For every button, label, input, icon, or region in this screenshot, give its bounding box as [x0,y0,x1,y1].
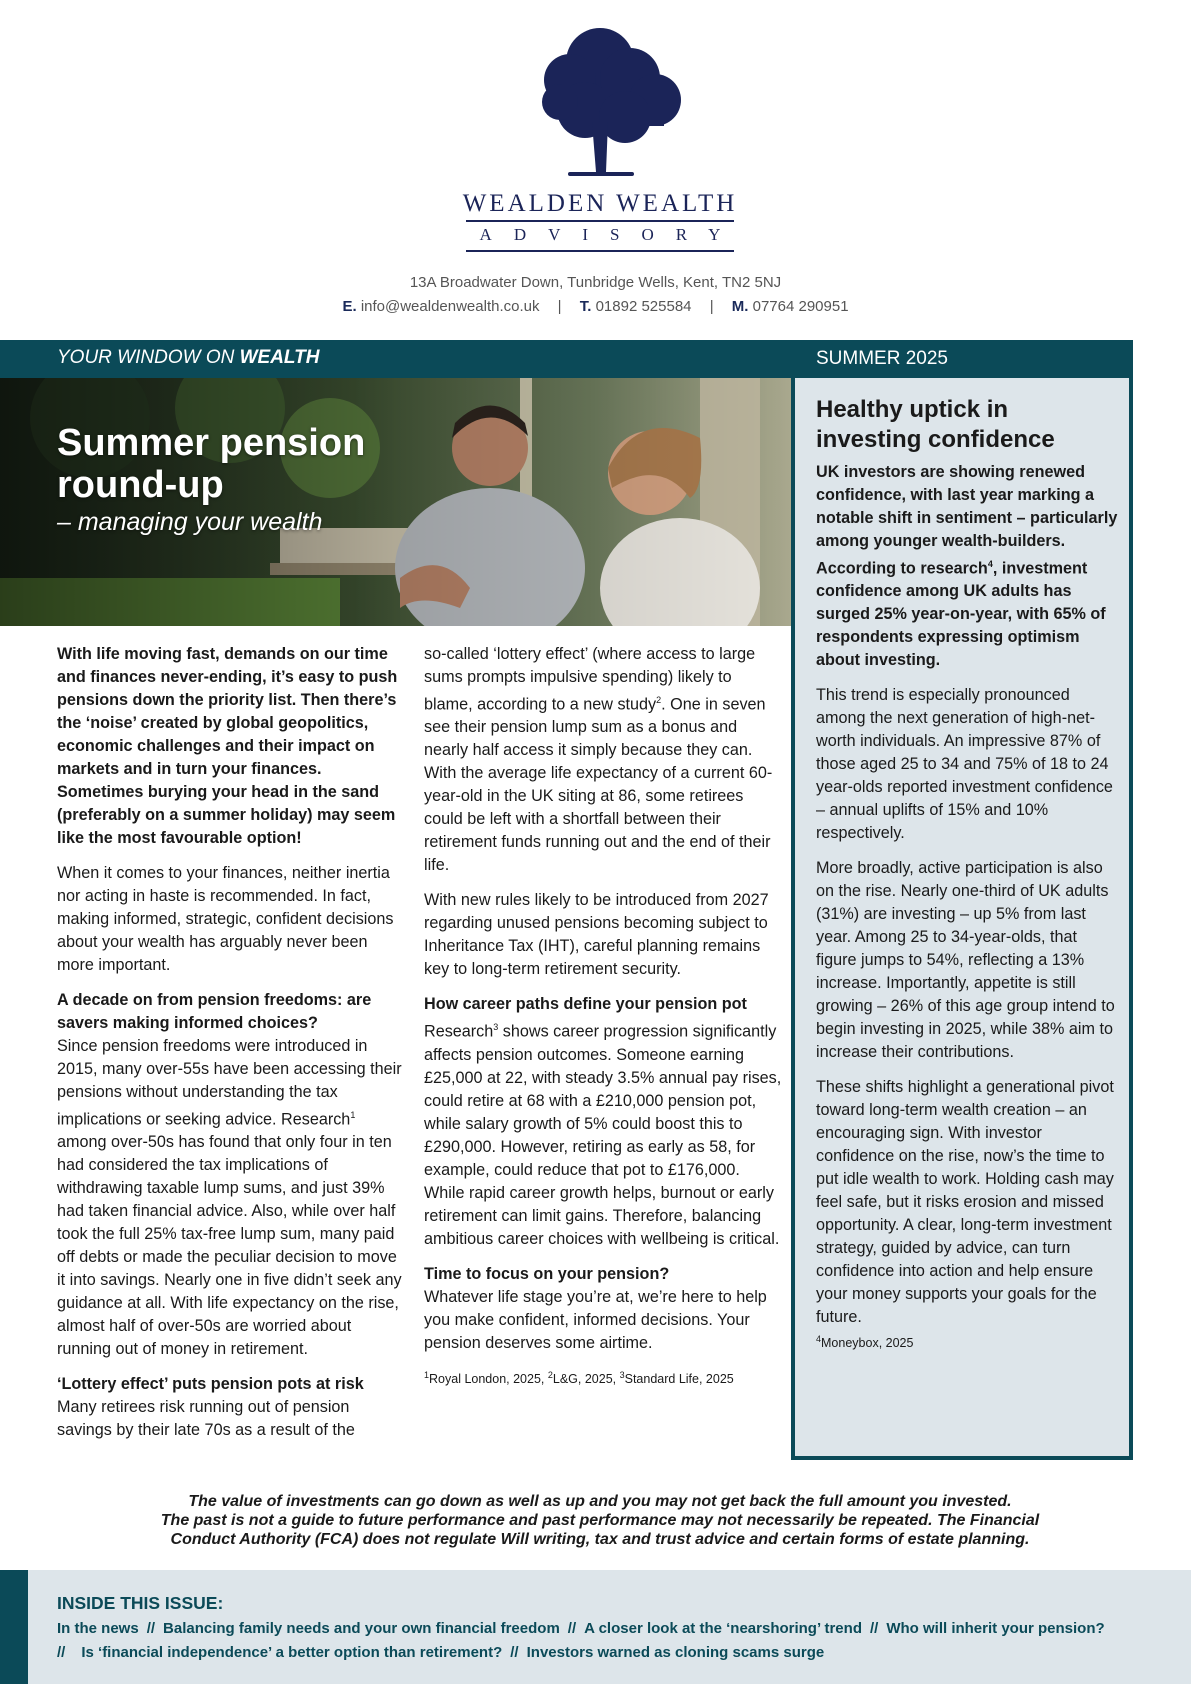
disclaimer-line: Conduct Authority (FCA) does not regulate Will writing, tax and trust advice and certain forms of estate planning. [170,1531,1030,1548]
tree-icon [440,22,760,192]
separator: | [709,298,714,315]
article-column-1 [57,643,402,1454]
sidebar-article [816,395,1118,1352]
text-run: , investment confidence among UK adults has surged 25% year-on-year, with 65% of respondents expressing optimism about investing. [816,559,1106,670]
hero-title-line: round-up [57,464,224,506]
banner-tagline [57,347,319,369]
text-run: shows career progression significantly affects pension outcomes. Someone earning £25,000 at 22, with steady 3.5% annual pay rises, could retire at 68 with a £210,000 pension pot, while salary growth of 5% could boost this to £290,000. However, retiring as early as 58, for example, could reduce that pot to £176,000. While rapid career growth helps, burnout or early retirement can limit gains. Therefore, balancing ambitious career choices with wellbeing is critical. [424,1022,782,1248]
text-run: so-called ‘lottery effect’ (where access to large sums prompts impulsive spending) likely to blame, according to a new study [424,645,756,714]
inside-issue-item[interactable]: Balancing family needs and your own financial freedom [163,1620,560,1637]
hero-title-line: Summer pension [57,422,366,464]
hero-title [57,422,365,506]
inside-issue-item[interactable]: Investors warned as cloning scams surge [526,1644,825,1661]
email-link[interactable]: info@wealdenwealth.co.uk [360,298,540,315]
disclaimer-line: The value of investments can go down as well as up and you may not get back the full amount you invested. [188,1493,1012,1510]
article-subheading: A decade on from pension freedoms: are savers making informed choices? [57,991,372,1032]
footnote-ref: 3 [619,1369,625,1380]
footnote-ref: 2 [547,1369,553,1380]
brand-name: WEALDEN WEALTH [462,190,738,217]
sidebar-lead [816,461,1118,672]
separator: // [57,1644,66,1661]
contact-line [0,298,1191,315]
separator: // [510,1644,519,1661]
separator: // [567,1620,577,1637]
article-intro: With life moving fast, demands on our time and finances never-ending, it’s easy to push pensions down the priority list. Then there’s the ‘noise’ created by global geopolitics, economic challenges and their impact on markets and in turn your finances. Sometimes burying your head in the sand (preferably on a summer holiday) may seem like the most favourable option! [57,645,398,847]
footnote-ref: 3 [493,1022,499,1033]
article-subheading: How career paths define your pension pot [424,995,747,1014]
article-paragraph: Many retirees risk running out of pension savings by their late 70s as a result of the [57,1398,355,1440]
article-paragraph [424,643,784,877]
tagline-prefix: YOUR WINDOW ON [57,347,235,368]
sidebar-title: Healthy uptick in investing confidence [816,396,1055,453]
article-paragraph: With new rules likely to be introduced from 2027 regarding unused pensions becoming subject to Inheritance Tax (IHT), careful planning remains key to long-term retirement security. [424,891,769,979]
issue-label: SUMMER 2025 [816,348,948,369]
hero-subtitle: – managing your wealth [57,508,323,536]
brand-subname: ADVISORY [479,225,743,244]
inside-issue-item[interactable]: Who will inherit your pension? [886,1620,1105,1637]
article-footnotes [424,1367,784,1387]
footnote-text: Royal London, 2025, [429,1371,548,1386]
email-label: E. [342,298,357,315]
separator: // [869,1620,879,1637]
text-run: among over-50s has found that only four in ten had considered the tax implications of withdrawing taxable lump sums, and just 39% had taken financial advice. Also, while over half took the full 25% tax-free lump sum, many paid off debts or made the peculiar decision to move it into savings. Nearly one in five didn’t seek any guidance at all. With life expectancy on the rise, almost half of over-50s are worried about running out of money in retirement. [57,1133,402,1359]
footnote-ref: 1 [350,1110,356,1120]
footnote-ref: 1 [424,1369,430,1380]
disclaimer [150,1492,1050,1549]
inside-issue-item[interactable]: A closer look at the ‘nearshoring’ trend [584,1620,862,1637]
article-paragraph [57,1035,402,1361]
inside-issue-line [57,1644,824,1661]
inside-issue-title: INSIDE THIS ISSUE: [57,1593,224,1613]
footnote-ref: 4 [816,1334,822,1345]
disclaimer-line: The past is not a guide to future performance and past performance may not necessarily be repeated. The Financial [160,1512,1040,1529]
mobile-label: M. [731,298,749,315]
inside-issue-stripe [0,1570,28,1684]
inside-issue-item[interactable]: Is ‘financial independence’ a better option than retirement? [81,1644,503,1661]
text-run: . One in seven see their pension lump sum as a bonus and nearly half access it simply because they can. With the average life expectancy of a current 60-year-old in the UK siting at 86, some retirees could be left with a shortfall between their retirement funds running out and the end of their life. [424,695,773,875]
tagline-emphasis: WEALTH [239,347,320,368]
brand-divider [466,220,734,222]
sidebar-footnote [816,1331,1118,1351]
article-subheading: Time to focus on your pension? [424,1264,670,1283]
footnote-ref: 4 [987,559,993,569]
brand-logo [440,22,760,262]
article-subheading: ‘Lottery effect’ puts pension pots at risk [57,1375,364,1394]
address: 13A Broadwater Down, Tunbridge Wells, Kent, TN2 5NJ [409,274,782,291]
tel-label: T. [579,298,592,315]
footnote-ref: 2 [656,695,662,705]
inside-issue-line [57,1620,1105,1637]
mobile-number[interactable]: 07764 290951 [752,298,849,315]
sidebar-paragraph: More broadly, active participation is also on the rise. Nearly one-third of UK adults (31%) are investing – up 5% from last year. Among 25 to 34-year-olds, that figure jumps to 54%, reflecting a 13% increase. Importantly, appetite is still growing – 26% of this age group intend to begin investing in 2025, while 38% aim to increase their contributions. [816,859,1115,1062]
article-paragraph: Whatever life stage you’re at, we’re here to help you make confident, informed decisions. Your pension deserves some airtime. [424,1287,767,1352]
tel-number[interactable]: 01892 525584 [595,298,692,315]
footnote-text: L&G, 2025, [552,1371,620,1386]
footnote-text: Standard Life, 2025 [624,1371,734,1386]
separator: // [146,1620,156,1637]
text-run: Research [424,1022,494,1041]
article-paragraph [424,1016,784,1250]
inside-issue-item[interactable]: In the news [57,1620,139,1637]
article-column-2 [424,643,784,1387]
brand-divider [466,250,734,252]
separator: | [557,298,562,315]
article-paragraph: When it comes to your finances, neither inertia nor acting in haste is recommended. In fact, making informed, strategic, confident decisions about your wealth has arguably never been more important. [57,864,394,974]
footnote-text: Moneybox, 2025 [821,1336,914,1351]
sidebar-paragraph: These shifts highlight a generational pivot toward long-term wealth creation – an encouraging sign. With investor confidence on the rise, now’s the time to put idle wealth to work. Holding cash may feel safe, but it risks erosion and missed opportunity. A clear, long-term investment strategy, guided by advice, can turn confidence into action and help ensure your money supports your goals for the future. [816,1078,1114,1327]
text-run: UK investors are showing renewed confidence, with last year marking a notable shift in sentiment – particularly among younger wealth-builders. According to research [816,463,1118,578]
sidebar-paragraph: This trend is especially pronounced among the next generation of high-net-worth individuals. An impressive 87% of those aged 25 to 34 and 75% of 18 to 24 year-olds reported investment confidence – annual uplifts of 15% and 10% respectively. [816,686,1113,843]
text-run: Since pension freedoms were introduced in 2015, many over-55s have been accessing their pensions without understanding the tax implications or seeking advice. Research [57,1037,402,1129]
